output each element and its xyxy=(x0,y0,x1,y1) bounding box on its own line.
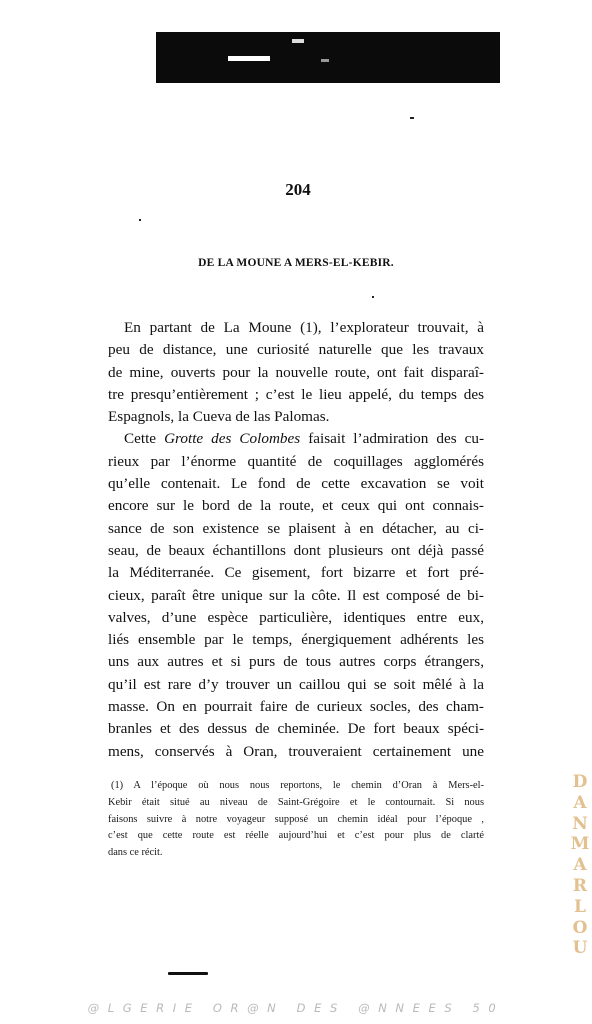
page-number: 204 xyxy=(285,180,311,199)
text-line: seau, de beaux échantillons dont plusieurs ont déjà passé xyxy=(108,541,484,559)
text-line: de mine, ouverts pour la nouvelle route, ont fait disparaî- xyxy=(108,363,484,381)
chapter-heading: DE LA MOUNE A MERS-EL-KEBIR. xyxy=(198,257,394,269)
text-line: liés ensemble par le temps, énergiquement adhérents les xyxy=(108,631,484,649)
text-line: sance de son existence se plaisent à en détacher, au ci- xyxy=(108,519,484,537)
text-line: la Méditerranée. Ce gisement, fort bizarre et fort pré- xyxy=(108,564,484,582)
footnote-line: faisons suivre à notre voyageur supposé un chemin idéal pour l’époque , xyxy=(108,813,484,825)
italic-title: Grotte des Colombes xyxy=(164,430,301,448)
text-line: rieux par l’énorme quantité de coquillages agglomérés xyxy=(108,452,484,470)
text-run: Cette xyxy=(124,430,157,448)
text-line: branles et des dessus de cheminée. De fort beaux spéci- xyxy=(108,720,484,738)
watermark-letter: A xyxy=(573,792,587,813)
watermark-letter: D xyxy=(572,772,588,792)
footnote-line: c’est que cette route est réelle aujourd’hui et c’est pour plus de clarté xyxy=(108,830,484,842)
watermark-letter: N xyxy=(572,813,588,834)
watermark-letter: M xyxy=(570,834,590,855)
text-run: faisait l’admiration des cu- xyxy=(308,430,485,448)
ink-dash xyxy=(168,972,208,975)
redaction-bar xyxy=(156,32,500,83)
text-line: encore sur le bord de la route, et ceux qui ont connais- xyxy=(108,497,484,515)
text-line: tre presqu’entièrement ; c’est le lieu appelé, du temps des xyxy=(108,385,484,403)
watermark-letter: O xyxy=(572,917,588,938)
text-line: En partant de La Moune (1), l’explorateur trouvait, à xyxy=(124,319,484,336)
text-line xyxy=(108,428,484,450)
footnote-line: dans ce récit. xyxy=(108,847,163,859)
body-text xyxy=(108,317,484,763)
watermark-letter: A xyxy=(573,855,587,876)
bar-highlight xyxy=(321,59,329,62)
bottom-watermark: @LGERIE OR@N DES @NNEES 50 xyxy=(87,1001,505,1015)
text-line: cieux, paraît être unique sur la côte. Il est composé de bi- xyxy=(108,586,484,604)
text-line: mens, conservés à Oran, trouveraient certainement une xyxy=(108,742,484,760)
scan-speck xyxy=(410,117,414,119)
watermark-letter: U xyxy=(572,938,588,959)
scan-speck xyxy=(139,219,141,221)
text-line: qu’il est rare d’y trouver un caillou qui se soit mêlé à la xyxy=(108,675,484,693)
footnote-line: (1) A l’époque où nous nous reportons, le chemin d’Oran à Mers-el- xyxy=(111,780,484,791)
watermark-letter: L xyxy=(574,896,586,917)
bar-highlight xyxy=(228,56,270,61)
text-line: Espagnols, la Cueva de las Palomas. xyxy=(108,408,330,426)
scan-speck xyxy=(372,296,374,298)
footnote-line: Kebir était situé au niveau de Saint-Grégoire et le contournait. Si nous xyxy=(108,796,484,808)
footnote xyxy=(108,778,484,862)
text-line: masse. On en pourrait faire de curieux socles, des cham- xyxy=(108,698,484,716)
text-line: qu’elle contenait. Le fond de cette excavation se voit xyxy=(108,475,484,493)
watermark-letter: R xyxy=(572,875,588,896)
side-watermark xyxy=(568,772,592,959)
text-line: peu de distance, une curiosité naturelle que les travaux xyxy=(108,341,484,359)
text-line: valves, d’une espèce particulière, identiques entre eux, xyxy=(108,608,484,626)
bar-highlight xyxy=(292,39,304,43)
text-line: uns aux autres et si purs de tous autres corps étrangers, xyxy=(108,653,484,671)
